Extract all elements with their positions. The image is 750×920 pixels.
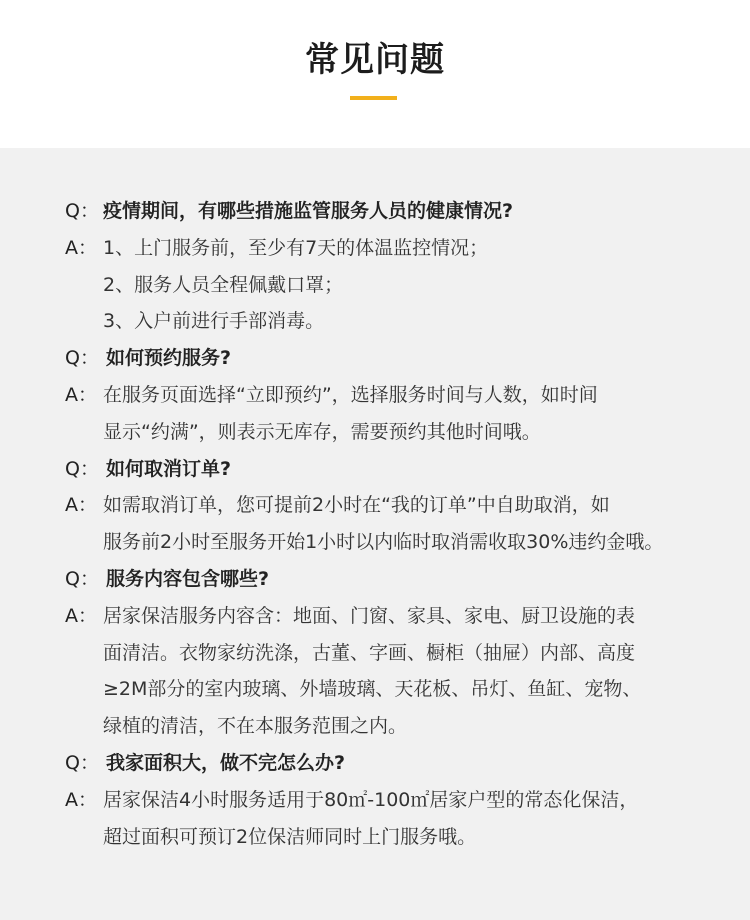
faq-question: 服务内容包含哪些?	[106, 567, 270, 590]
faq-answer-line: 绿植的清洁，不在本服务范围之内。	[103, 715, 408, 738]
faq-item	[0, 340, 750, 450]
faq-question: 疫情期间，有哪些措施监管服务人员的健康情况?	[103, 200, 514, 222]
faq-question-row	[0, 340, 750, 377]
faq-answer-line: 超过面积可预订2位保洁师同时上门服务哦。	[103, 825, 477, 848]
faq-answer-row	[0, 819, 750, 856]
faq-answer-row	[0, 487, 750, 524]
answer-prefix: A：	[65, 236, 97, 259]
faq-panel	[0, 148, 750, 920]
faq-answer-row	[0, 377, 750, 414]
faq-answer-line: 在服务页面选择“立即预约”，选择服务时间与人数，如时间	[103, 383, 598, 406]
faq-question: 如何预约服务?	[106, 347, 232, 370]
faq-answer-line: 2、服务人员全程佩戴口罩；	[103, 273, 344, 296]
faq-answer-row	[0, 267, 750, 304]
faq-answer-line: 显示“约满”，则表示无库存，需要预约其他时间哦。	[103, 420, 541, 443]
faq-question: 如何取消订单?	[106, 457, 232, 480]
faq-answer-row	[0, 635, 750, 672]
faq-answer-row	[0, 524, 750, 561]
question-prefix: Q：	[65, 751, 99, 774]
answer-prefix: A：	[65, 383, 97, 406]
faq-question: 我家面积大，做不完怎么办?	[106, 751, 346, 774]
question-prefix: Q：	[65, 567, 99, 590]
faq-item	[0, 561, 750, 745]
page-header	[0, 0, 750, 148]
answer-prefix: A：	[65, 494, 97, 517]
faq-item	[0, 745, 750, 855]
faq-answer-line: 居家保洁4小时服务适用于80㎡-100㎡居家户型的常态化保洁，	[103, 788, 639, 811]
faq-answer-line: 面清洁。衣物家纺洗涤，古董、字画、橱柜（抽屉）内部、高度	[103, 641, 636, 664]
faq-answer-row	[0, 230, 750, 267]
answer-prefix: A：	[65, 788, 97, 811]
faq-answer-row	[0, 782, 750, 819]
faq-answer-row	[0, 708, 750, 745]
question-prefix: Q：	[65, 347, 99, 370]
faq-answer-line: 居家保洁服务内容含：地面、门窗、家具、家电、厨卫设施的表	[103, 604, 636, 627]
answer-prefix: A：	[65, 604, 97, 627]
faq-question-row	[0, 193, 750, 230]
question-prefix: Q：	[65, 200, 99, 222]
faq-answer-line: 如需取消订单，您可提前2小时在“我的订单”中自助取消，如	[103, 494, 610, 517]
faq-answer-row	[0, 303, 750, 340]
faq-answer-row	[0, 598, 750, 635]
faq-item	[0, 193, 750, 340]
faq-question-row	[0, 745, 750, 782]
faq-question-row	[0, 561, 750, 598]
faq-answer-row	[0, 671, 750, 708]
question-prefix: Q：	[65, 457, 99, 480]
title-underline	[350, 96, 397, 100]
faq-answer-line: 3、入户前进行手部消毒。	[103, 310, 325, 333]
faq-question-row	[0, 451, 750, 488]
faq-answer-row	[0, 414, 750, 451]
page-title: 常见问题	[305, 40, 445, 80]
faq-answer-line: ≥2M部分的室内玻璃、外墙玻璃、天花板、吊灯、鱼缸、宠物、	[103, 678, 642, 701]
faq-answer-line: 服务前2小时至服务开始1小时以内临时取消需收取30%违约金哦。	[103, 531, 664, 554]
faq-answer-line: 1、上门服务前，至少有7天的体温监控情况；	[103, 236, 489, 259]
faq-item	[0, 451, 750, 561]
